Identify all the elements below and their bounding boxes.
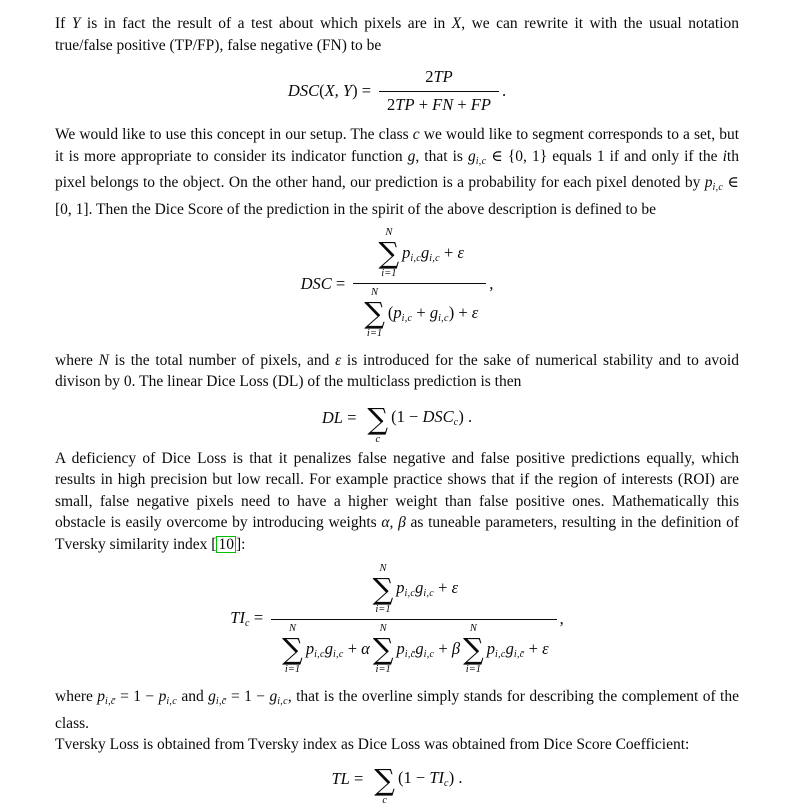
- numerator-terms: [402, 243, 464, 266]
- math-subscript: i,c: [401, 312, 413, 324]
- text-run: (1 −: [391, 406, 423, 426]
- math-variable: p: [305, 638, 315, 658]
- math-variable: g: [269, 688, 278, 706]
- math-subscript: i,c: [166, 696, 177, 708]
- text-run: +: [343, 638, 362, 658]
- math-variable: i: [722, 147, 727, 165]
- math-variable: N: [98, 351, 109, 369]
- math-variable: β: [451, 638, 461, 658]
- text-run: and: [176, 688, 209, 706]
- text-run: is introduced for the sake of numerical stability and to avoid divison by 0. The linear Dice Loss (DL) of the multiclass prediction is then: [55, 351, 739, 390]
- math-variable: DSC: [287, 80, 320, 100]
- text-run: = 1 −: [115, 688, 159, 706]
- equation-dsc-definition: [55, 227, 739, 340]
- sum-symbol: [373, 563, 394, 616]
- sum-lower-limit: i=1: [284, 664, 301, 676]
- math-variable: p: [704, 174, 713, 192]
- equation-lhs: [322, 408, 357, 429]
- math-variable: TP: [433, 67, 453, 86]
- paragraph-overline: [55, 686, 739, 734]
- math-subscript: i,c̄: [404, 648, 416, 660]
- equation-lhs: [230, 608, 263, 631]
- sigma-glyph: ∑: [374, 762, 395, 797]
- sum-lower-limit: c: [382, 794, 387, 806]
- math-subscript: i,c̄: [513, 648, 525, 660]
- text-run: where: [55, 688, 98, 706]
- sum-upper-limit: N: [469, 623, 477, 635]
- sigma-glyph: ∑: [463, 632, 484, 667]
- math-variable: g: [415, 578, 424, 598]
- math-variable: α, β: [381, 514, 406, 532]
- sigma-glyph: ∑: [367, 401, 389, 436]
- text-run: [: [211, 535, 217, 553]
- sum-lower-limit: i=1: [381, 268, 397, 280]
- text-run: +: [439, 242, 458, 262]
- math-subscript: i,c: [404, 588, 416, 600]
- text-run: (: [319, 80, 325, 100]
- math-variable: TL: [331, 769, 350, 789]
- math-subscript: i,c̄: [105, 696, 116, 708]
- text-run: =: [349, 769, 364, 789]
- text-run: , that is the overline simply stands for describing the complement of the class.: [55, 688, 739, 732]
- math-variable: p: [402, 242, 411, 262]
- sigma-glyph: ∑: [372, 632, 394, 667]
- sigma-glyph: ∑: [282, 632, 303, 667]
- sum-symbol: [374, 762, 395, 807]
- text-run: +: [434, 638, 452, 658]
- text-run: ]:: [235, 535, 246, 553]
- math-variable: DSC: [300, 273, 332, 293]
- math-variable: g: [429, 302, 439, 322]
- text-run: +: [412, 302, 430, 322]
- citation-link-10[interactable]: 10: [218, 535, 234, 553]
- sum-lower-limit: i=1: [375, 664, 391, 676]
- sum-symbol: [364, 287, 385, 340]
- sum-upper-limit: N: [371, 287, 379, 299]
- math-variable: DL: [321, 407, 343, 427]
- text-run: =: [249, 608, 264, 628]
- math-variable: p: [97, 688, 106, 706]
- fraction: [271, 563, 556, 676]
- equation-tversky-index: [55, 563, 739, 676]
- math-variable: ε: [542, 638, 549, 658]
- math-subscript: i,c: [423, 648, 435, 660]
- fraction-numerator: [379, 67, 499, 92]
- equation-punctuation: ,: [489, 273, 494, 293]
- math-subscript: i,c: [423, 588, 435, 600]
- text-run: If: [55, 15, 72, 32]
- math-subscript: i,c: [712, 182, 724, 194]
- paragraph-setup: [55, 124, 739, 220]
- math-variable: g: [467, 147, 476, 165]
- math-variable: TI: [230, 608, 245, 628]
- text-run: =: [342, 407, 357, 427]
- text-run: ∈ {0, 1} equals 1 if and only if the: [486, 147, 723, 165]
- equation-rhs: [398, 768, 462, 791]
- equation-rhs: [391, 407, 472, 430]
- equation-lhs: [301, 274, 346, 295]
- sigma-glyph: ∑: [364, 296, 385, 331]
- fraction-denominator: [353, 284, 486, 340]
- math-variable: g: [421, 242, 430, 262]
- math-variable: g: [324, 638, 333, 658]
- text-run: , that is: [415, 147, 468, 165]
- fraction-numerator: [353, 227, 486, 284]
- fraction-denominator: [379, 92, 499, 116]
- fraction: [379, 67, 499, 115]
- text-run: =: [331, 273, 346, 293]
- text-run: ∈ [0, 1]. Then the Dice Score of the prediction in the spirit of the above description is defined to be: [55, 174, 739, 218]
- sum-upper-limit: N: [379, 623, 387, 635]
- math-variable: p: [158, 688, 167, 706]
- text-run: +: [524, 638, 543, 658]
- text-run: +: [414, 94, 433, 114]
- math-subscript: i,c: [277, 696, 288, 708]
- math-subscript: i,c: [495, 648, 506, 660]
- sigma-glyph: ∑: [378, 236, 400, 271]
- sum-upper-limit: N: [385, 227, 393, 239]
- text-run: we would like to segment corresponds to a set, but it is more appropriate to consider its indicator function: [55, 126, 739, 165]
- sum-symbol: [373, 623, 394, 676]
- sigma-glyph: ∑: [372, 572, 394, 607]
- denominator-terms: [388, 303, 478, 326]
- math-variable: c: [412, 126, 420, 144]
- math-variable: DSC: [422, 406, 454, 426]
- fraction: [353, 227, 486, 340]
- sum-lower-limit: i=1: [375, 604, 391, 616]
- text-run: Tversky Loss is obtained from Tversky index as Dice Loss was obtained from Dice Score Coefficient:: [55, 736, 690, 754]
- math-variable: FN: [432, 94, 454, 114]
- text-run: (: [387, 302, 394, 322]
- equation-lhs: [288, 81, 371, 102]
- math-subscript: c: [453, 416, 459, 428]
- math-subscript: i,c: [332, 648, 344, 660]
- math-variable: p: [396, 638, 405, 658]
- numerator-terms: [396, 578, 458, 601]
- math-variable: TI: [429, 768, 444, 788]
- math-variable: FP: [470, 94, 491, 114]
- math-variable: p: [396, 578, 405, 598]
- text-run: We would like to use this concept in our setup. The class: [55, 126, 413, 144]
- math-variable: p: [393, 302, 402, 322]
- fraction-denominator: [271, 620, 556, 676]
- sum-upper-limit: N: [379, 563, 387, 575]
- text-run: ) +: [448, 302, 472, 322]
- text-run: as tuneable parameters, resulting in the definition of Tversky similarity index: [55, 514, 739, 553]
- math-subscript: c: [244, 618, 250, 630]
- sum-symbol: [367, 401, 389, 446]
- math-variable: ε: [335, 351, 342, 369]
- math-variable: g: [505, 638, 514, 658]
- paragraph-where-n: [55, 350, 739, 393]
- text-run: (1 −: [398, 768, 430, 788]
- math-variable: Y: [71, 15, 81, 32]
- math-subscript: i,c: [475, 155, 487, 167]
- text-run: th pixel belongs to the object. On the other hand, our prediction is a probability for each pixel denoted by: [55, 147, 739, 192]
- equation-punctuation: ,: [559, 609, 564, 629]
- math-subscript: i,c: [314, 648, 325, 660]
- text-run: ) =: [352, 80, 372, 100]
- equation-lhs: [332, 769, 364, 790]
- math-subscript: i,c̄: [215, 696, 227, 708]
- text-run: 2: [387, 94, 396, 114]
- text-run: where: [55, 351, 99, 369]
- paragraph-deficiency: [55, 448, 739, 556]
- math-variable: g: [415, 638, 424, 658]
- text-run: +: [434, 578, 452, 598]
- math-variable: ε: [471, 302, 479, 322]
- math-subscript: i,c: [410, 252, 422, 264]
- sum-lower-limit: c: [375, 433, 381, 445]
- paragraph-tversky-loss: [55, 734, 739, 756]
- text-run: ) .: [458, 406, 473, 426]
- math-variable: p: [486, 638, 496, 658]
- sum-symbol: [282, 623, 303, 676]
- text-run: A deficiency of Dice Loss is that it penalizes false negative and false positive predictions equally, which results in high precision but low recall. For example practice shows that if the region of interests (ROI) are small, false negative pixels need to have a higher weight than false positive ones. Mathematically this obstacle is easily overcome by introducing weights: [55, 449, 739, 532]
- text-run: = 1 −: [226, 688, 270, 706]
- sum-lower-limit: i=1: [366, 328, 383, 340]
- text-run: is in fact the result of a test about which pixels are in: [80, 15, 452, 32]
- text-run: is the total number of pixels, and: [108, 351, 336, 369]
- fraction-numerator: [271, 563, 556, 620]
- denominator-terms-2: [397, 639, 461, 662]
- sum-symbol: [378, 227, 399, 280]
- math-variable: TP: [395, 94, 415, 114]
- sum-lower-limit: i=1: [465, 664, 482, 676]
- denominator-terms-1: [306, 639, 370, 662]
- math-subscript: c: [443, 778, 449, 790]
- sum-symbol: [463, 623, 484, 676]
- denominator-terms-3: [487, 639, 549, 662]
- math-variable: g: [407, 147, 416, 165]
- math-variable: X, Y: [324, 80, 353, 100]
- equation-punctuation: .: [501, 80, 507, 100]
- math-subscript: i,c: [429, 252, 440, 264]
- text-run: ) .: [448, 768, 463, 788]
- math-variable: ε: [451, 578, 459, 598]
- paragraph-intro-dsc: [55, 13, 739, 56]
- equation-dice-loss: [55, 401, 739, 445]
- text-run: , we can rewrite it with the usual notation true/false positive (TP/FP), false negative (FN) to be: [55, 15, 740, 54]
- text-run: 2: [425, 67, 434, 86]
- equation-tversky-loss: [55, 762, 739, 806]
- equation-dsc-xy: [55, 67, 739, 115]
- math-variable: X: [451, 15, 462, 32]
- text-run: +: [453, 94, 471, 114]
- math-variable: g: [208, 688, 216, 706]
- math-variable: α: [361, 638, 370, 658]
- math-variable: ε: [457, 242, 464, 262]
- sum-upper-limit: N: [288, 623, 296, 635]
- math-subscript: i,c: [438, 312, 449, 324]
